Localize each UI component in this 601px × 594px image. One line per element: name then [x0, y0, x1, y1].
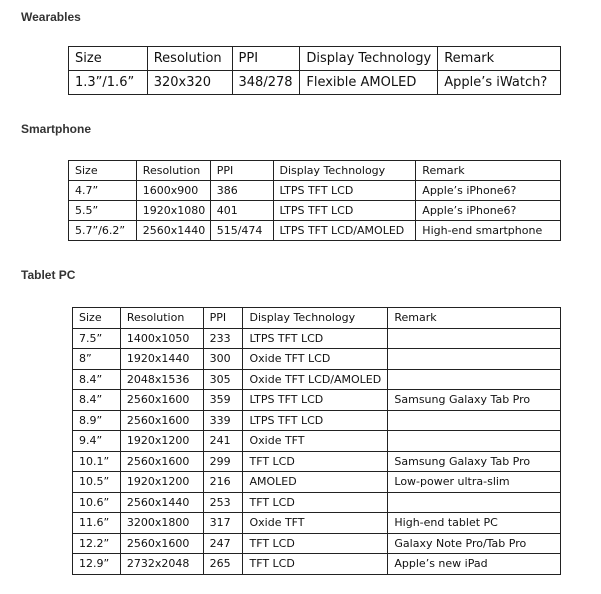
table-cell: Flexible AMOLED	[300, 71, 438, 95]
table-cell: Resolution	[147, 47, 232, 71]
table-cell: LTPS TFT LCD	[243, 410, 388, 431]
table-row	[73, 390, 561, 411]
table-cell: 1920x1200	[120, 472, 203, 493]
table-cell: High-end smartphone	[416, 221, 561, 241]
table-cell	[388, 328, 561, 349]
table-cell: Display Technology	[300, 47, 438, 71]
table-row	[73, 328, 561, 349]
table-cell: LTPS TFT LCD	[273, 201, 416, 221]
table-header-row	[69, 161, 561, 181]
table-row	[73, 410, 561, 431]
table-cell: 10.6”	[73, 492, 121, 513]
table-cell: 1.3”/1.6”	[69, 71, 148, 95]
table-cell: 11.6”	[73, 513, 121, 534]
table-cell: Apple’s iPhone6?	[416, 181, 561, 201]
table-cell: PPI	[210, 161, 273, 181]
table-cell: 1400x1050	[120, 328, 203, 349]
table-cell: PPI	[232, 47, 300, 71]
table-cell: TFT LCD	[243, 533, 388, 554]
table-cell: 1920x1200	[120, 431, 203, 452]
table-cell: Oxide TFT	[243, 513, 388, 534]
table-cell: 253	[203, 492, 243, 513]
table-cell: 8.9”	[73, 410, 121, 431]
wearables-table	[68, 46, 561, 95]
table-cell: 320x320	[147, 71, 232, 95]
table-cell: 515/474	[210, 221, 273, 241]
table-cell: 12.9”	[73, 554, 121, 575]
table-row	[69, 71, 561, 95]
table-cell: 4.7”	[69, 181, 137, 201]
table-row	[73, 369, 561, 390]
table-row	[73, 492, 561, 513]
tablet-table	[72, 307, 561, 575]
table-cell: 2560x1440	[136, 221, 210, 241]
table-cell	[388, 410, 561, 431]
table-cell: Oxide TFT LCD/AMOLED	[243, 369, 388, 390]
table-cell: Remark	[388, 308, 561, 329]
table-cell: Apple’s iWatch?	[438, 71, 561, 95]
table-cell: 8.4”	[73, 369, 121, 390]
table-cell: 233	[203, 328, 243, 349]
table-cell: Oxide TFT LCD	[243, 349, 388, 370]
table-cell: 317	[203, 513, 243, 534]
table-cell: Size	[69, 47, 148, 71]
table-row	[73, 513, 561, 534]
table-cell: 386	[210, 181, 273, 201]
table-cell: 247	[203, 533, 243, 554]
table-cell: 2560x1600	[120, 451, 203, 472]
table-cell: 359	[203, 390, 243, 411]
table-cell: Remark	[416, 161, 561, 181]
table-cell	[388, 492, 561, 513]
table-cell: 8.4”	[73, 390, 121, 411]
table-cell: Galaxy Note Pro/Tab Pro	[388, 533, 561, 554]
table-cell: 1600x900	[136, 181, 210, 201]
smartphone-table	[68, 160, 561, 241]
table-cell: High-end tablet PC	[388, 513, 561, 534]
table-row	[73, 554, 561, 575]
table-header-row	[73, 308, 561, 329]
table-cell: Size	[73, 308, 121, 329]
table-cell: 305	[203, 369, 243, 390]
table-cell: Samsung Galaxy Tab Pro	[388, 451, 561, 472]
table-cell: 265	[203, 554, 243, 575]
table-cell: 3200x1800	[120, 513, 203, 534]
table-cell: Size	[69, 161, 137, 181]
table-cell: 2732x2048	[120, 554, 203, 575]
table-row	[73, 349, 561, 370]
table-row	[73, 533, 561, 554]
table-cell: Resolution	[136, 161, 210, 181]
table-cell: 9.4”	[73, 431, 121, 452]
table-cell: 10.5”	[73, 472, 121, 493]
table-cell: Remark	[438, 47, 561, 71]
table-cell: Apple’s iPhone6?	[416, 201, 561, 221]
table-cell: 299	[203, 451, 243, 472]
smartphone-heading: Smartphone	[21, 122, 92, 136]
table-cell: 7.5”	[73, 328, 121, 349]
table-cell: TFT LCD	[243, 554, 388, 575]
table-cell: Display Technology	[273, 161, 416, 181]
table-cell: 241	[203, 431, 243, 452]
table-cell: TFT LCD	[243, 451, 388, 472]
table-cell: 5.7”/6.2”	[69, 221, 137, 241]
table-cell: 2048x1536	[120, 369, 203, 390]
wearables-heading: Wearables	[21, 10, 81, 24]
table-cell: Resolution	[120, 308, 203, 329]
table-row	[69, 201, 561, 221]
table-cell: 2560x1600	[120, 390, 203, 411]
table-cell: 339	[203, 410, 243, 431]
table-row	[69, 181, 561, 201]
table-cell: LTPS TFT LCD/AMOLED	[273, 221, 416, 241]
table-cell: 2560x1440	[120, 492, 203, 513]
table-cell: Samsung Galaxy Tab Pro	[388, 390, 561, 411]
table-cell: LTPS TFT LCD	[243, 328, 388, 349]
table-cell: PPI	[203, 308, 243, 329]
table-cell	[388, 349, 561, 370]
table-cell: 401	[210, 201, 273, 221]
table-cell: 1920x1440	[120, 349, 203, 370]
table-cell: 216	[203, 472, 243, 493]
table-row	[73, 451, 561, 472]
table-cell: 5.5”	[69, 201, 137, 221]
table-cell: 348/278	[232, 71, 300, 95]
tablet-heading: Tablet PC	[21, 268, 76, 282]
table-cell: AMOLED	[243, 472, 388, 493]
table-cell: Apple’s new iPad	[388, 554, 561, 575]
table-cell: 300	[203, 349, 243, 370]
table-cell: 8”	[73, 349, 121, 370]
table-cell: TFT LCD	[243, 492, 388, 513]
table-cell: 10.1”	[73, 451, 121, 472]
table-row	[73, 472, 561, 493]
table-cell: LTPS TFT LCD	[243, 390, 388, 411]
table-cell: Oxide TFT	[243, 431, 388, 452]
table-row	[69, 221, 561, 241]
table-cell	[388, 369, 561, 390]
table-cell: 1920x1080	[136, 201, 210, 221]
table-cell: Display Technology	[243, 308, 388, 329]
table-header-row	[69, 47, 561, 71]
table-cell: 2560x1600	[120, 533, 203, 554]
table-cell: 12.2”	[73, 533, 121, 554]
table-row	[73, 431, 561, 452]
table-cell: 2560x1600	[120, 410, 203, 431]
table-cell: Low-power ultra-slim	[388, 472, 561, 493]
table-cell	[388, 431, 561, 452]
table-cell: LTPS TFT LCD	[273, 181, 416, 201]
